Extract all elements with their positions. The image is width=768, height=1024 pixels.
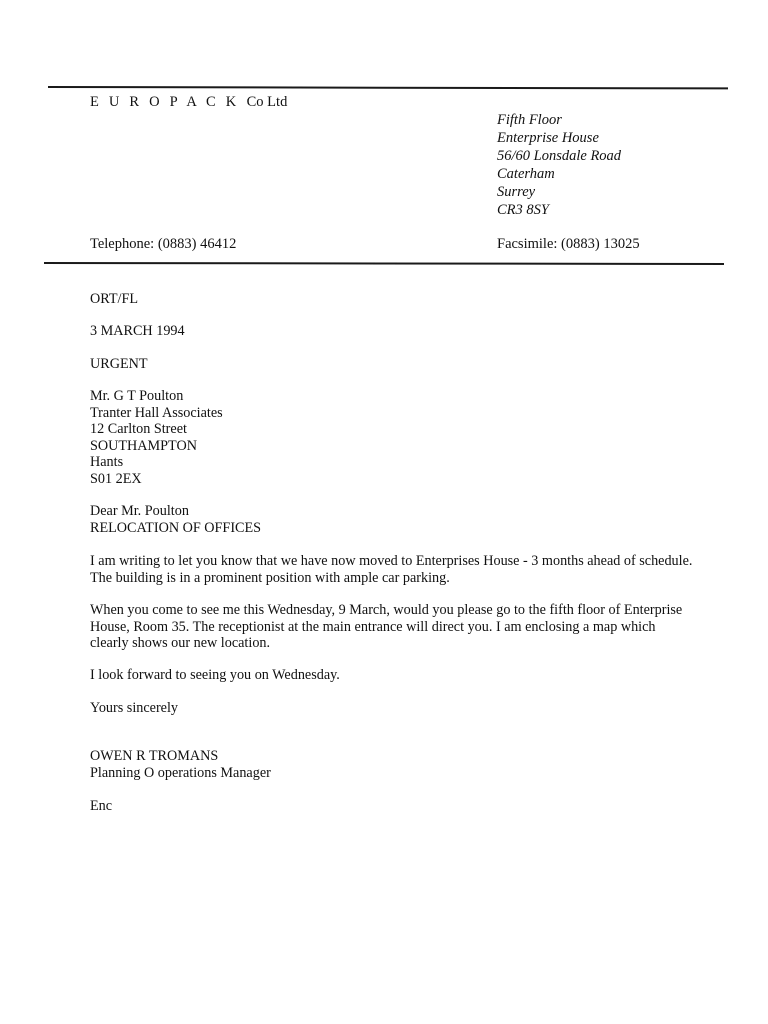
letter-date: 3 MARCH 1994 — [90, 323, 185, 339]
company-name — [90, 94, 287, 111]
recipient-line: 12 Carlton Street — [90, 421, 187, 437]
address-line: Caterham — [497, 166, 555, 182]
paragraph-line: clearly shows our new location. — [90, 635, 271, 651]
company-address — [497, 111, 621, 219]
reference: ORT/FL — [90, 291, 139, 307]
paragraph-1 — [90, 553, 692, 586]
paragraph-line: When you come to see me this Wednesday, 9 March, would you please go to the fifth floor of Enterprise — [90, 602, 683, 618]
subject-line: RELOCATION OF OFFICES — [90, 519, 262, 536]
address-line: Surrey — [497, 184, 536, 200]
paragraph-3: I look forward to seeing you on Wednesday. — [90, 667, 340, 683]
company-name-suffix: Co Ltd — [246, 94, 288, 110]
telephone-number: Telephone: (0883) 46412 — [90, 236, 237, 252]
facsimile-number: Facsimile: (0883) 13025 — [497, 236, 640, 252]
recipient-line: SOUTHAMPTON — [90, 437, 197, 454]
paragraph-line: The building is in a prominent position with ample car parking. — [90, 569, 450, 586]
recipient-line: Mr. G T Poulton — [90, 388, 184, 404]
closing: Yours sincerely — [90, 700, 179, 716]
address-line: CR3 8SY — [497, 202, 549, 218]
priority-marker: URGENT — [90, 356, 148, 372]
letterhead-bottom-rule — [44, 262, 724, 265]
paragraph-line: I am writing to let you know that we have now moved to Enterprises House - 3 months ahead of schedule. — [90, 553, 693, 569]
company-name-spaced: E U R O P A C K — [90, 94, 240, 110]
signature-block — [90, 748, 271, 781]
recipient-line: Hants — [90, 454, 124, 470]
recipient-line: S01 2EX — [90, 470, 142, 487]
salutation: Dear Mr. Poulton — [90, 503, 189, 519]
address-line: Enterprise House — [497, 130, 599, 146]
enclosure-note: Enc — [90, 798, 113, 814]
recipient-address — [90, 388, 223, 487]
recipient-line: Tranter Hall Associates — [90, 404, 223, 421]
signatory-name: OWEN R TROMANS — [90, 748, 219, 764]
address-line: Fifth Floor — [497, 112, 562, 128]
address-line: 56/60 Lonsdale Road — [497, 148, 622, 164]
paragraph-2 — [90, 602, 682, 652]
salutation-block — [90, 503, 261, 536]
paragraph-line: House, Room 35. The receptionist at the main entrance will direct you. I am enclosing a map which — [90, 618, 656, 635]
letterhead-top-rule — [48, 86, 728, 89]
signatory-title: Planning O operations Manager — [90, 764, 271, 781]
